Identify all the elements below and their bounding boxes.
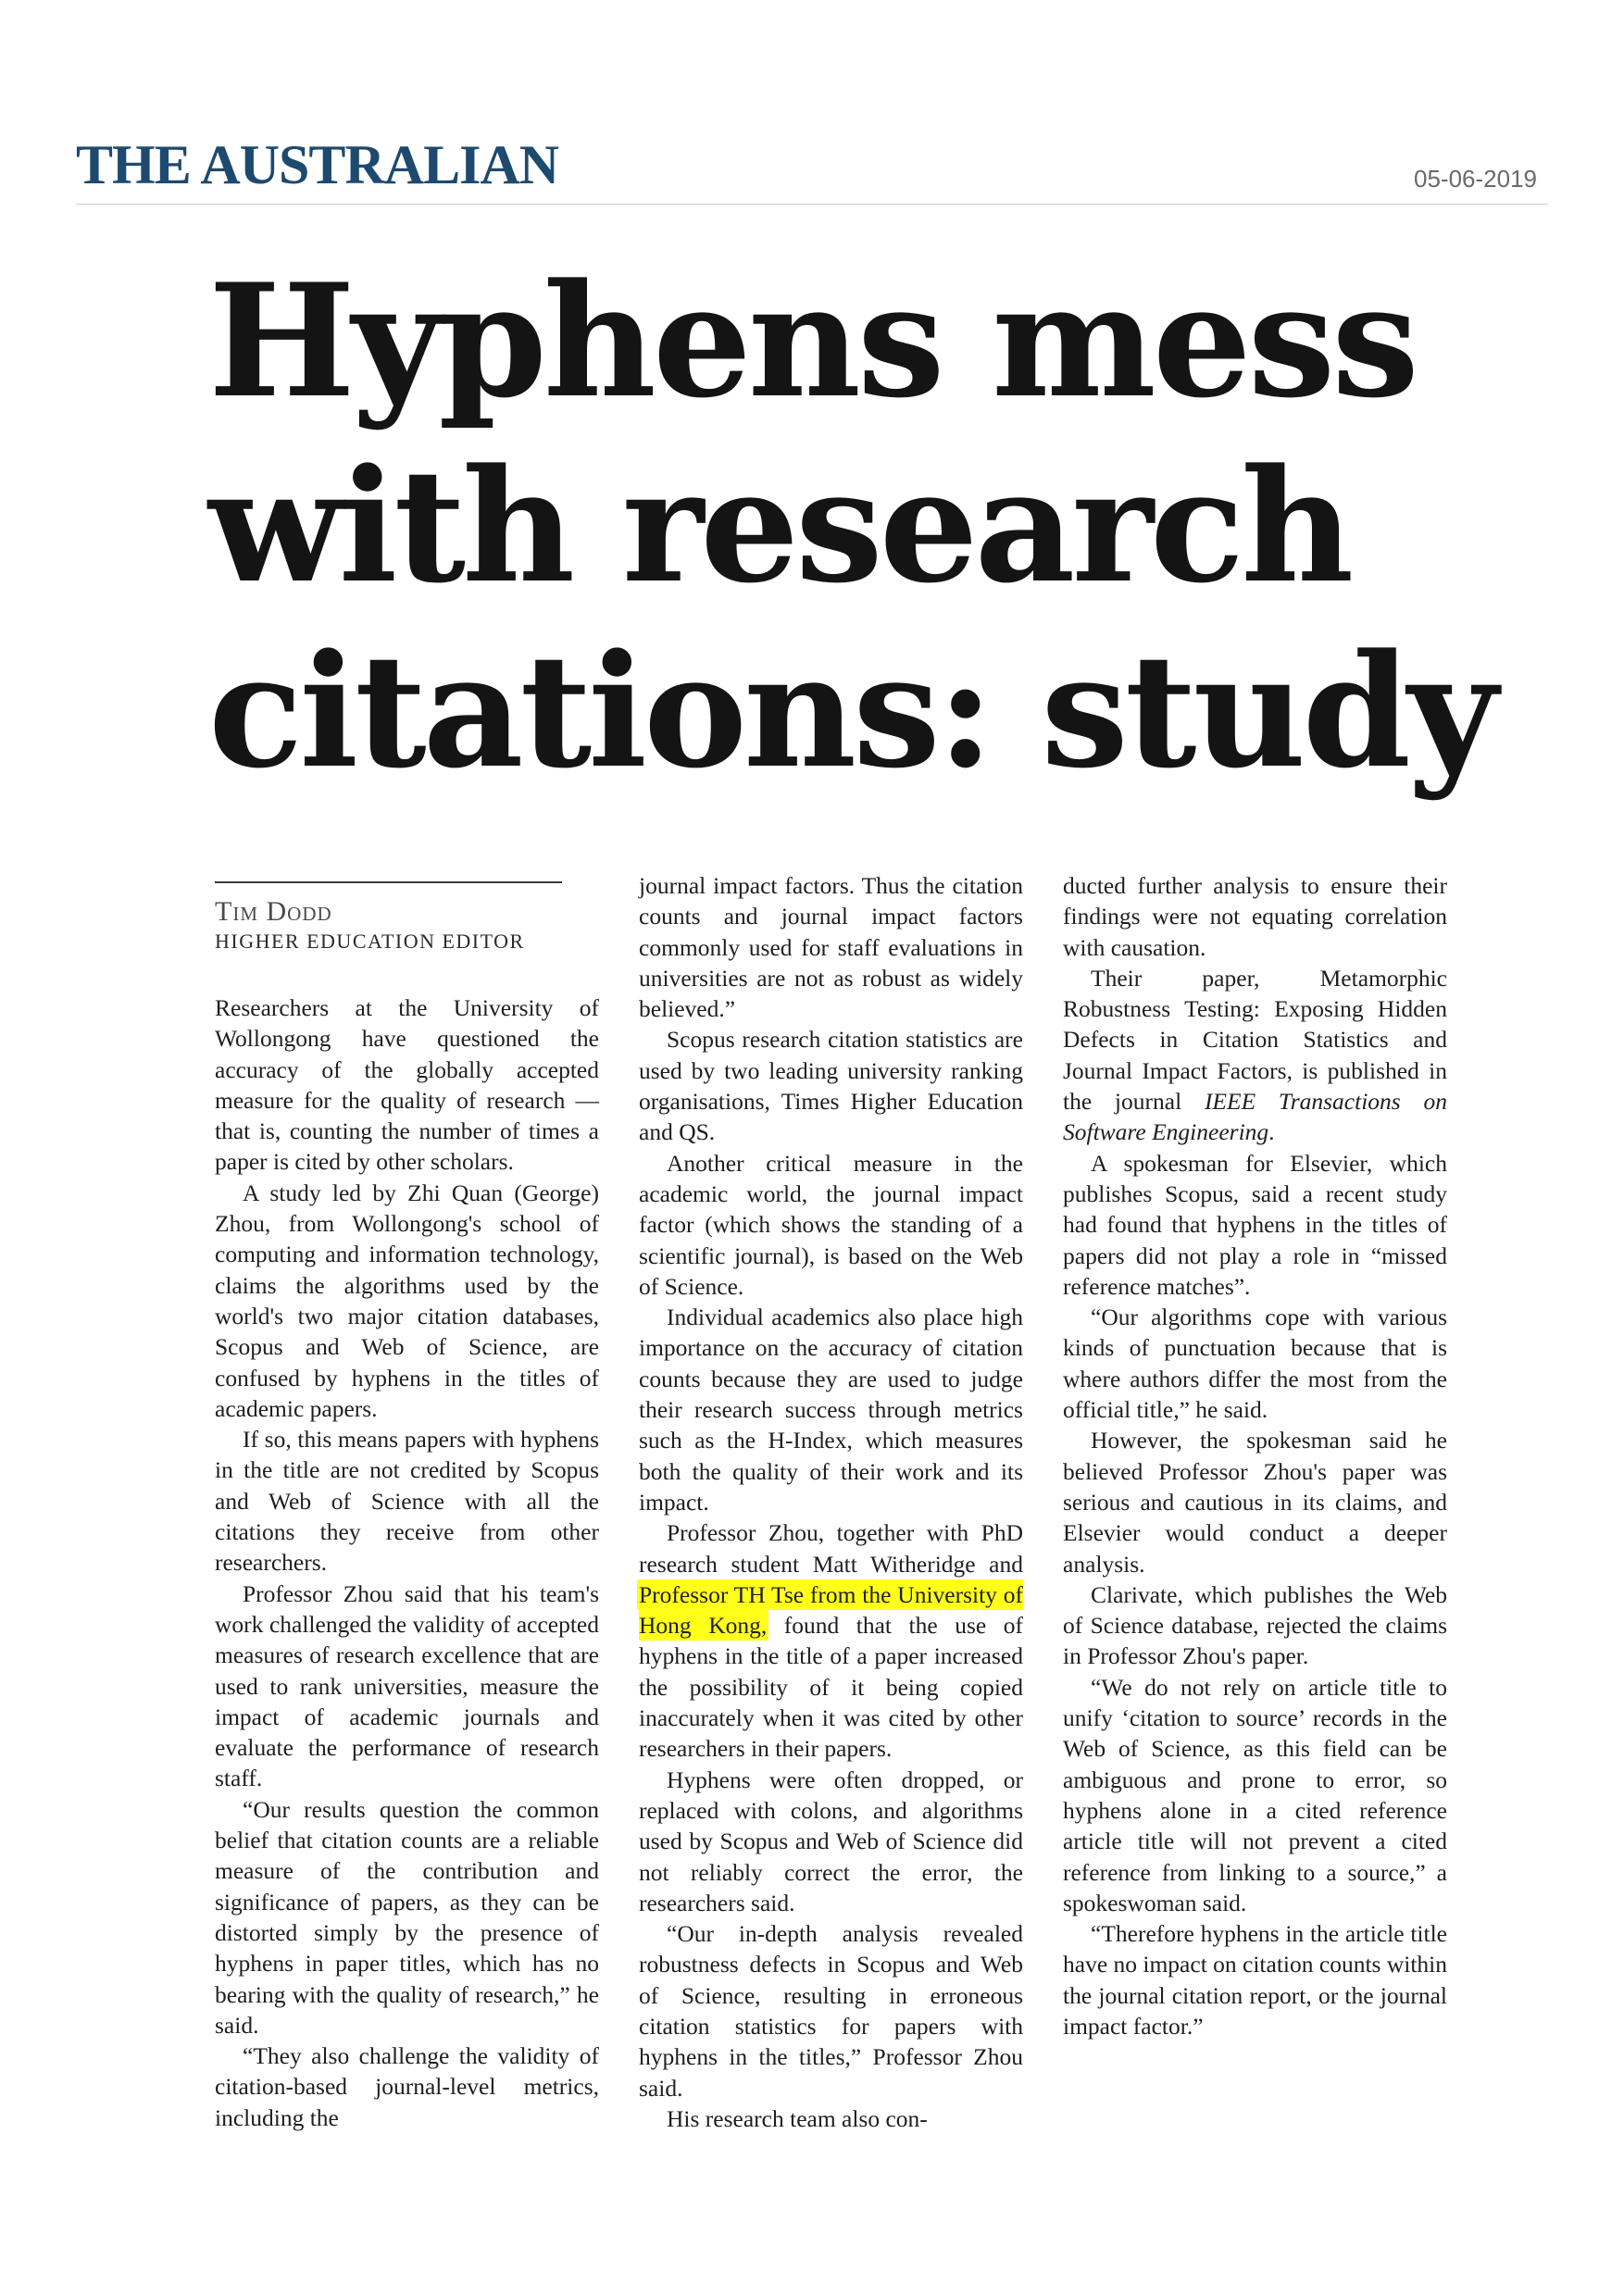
headline-line-1: Hyphens mess bbox=[208, 249, 1416, 432]
byline-divider bbox=[215, 881, 562, 883]
article-column-3 bbox=[1063, 870, 1447, 2041]
paragraph bbox=[1063, 963, 1447, 1148]
paragraph: Another critical measure in the academic world, the journal impact factor (which shows the standing of a scientific journal), is based on the Web of Science. bbox=[639, 1149, 1023, 1300]
paragraph: “They also challenge the validity of citation-based journal-level metrics, including the bbox=[215, 2042, 599, 2131]
paragraph: A study led by Zhi Quan (George) Zhou, from Wollongong's school of computing and information technology, claims the algorithms used by the world's two major citation databases, Scopus and Web of Science, are confused by hyphens in the titles of academic papers. bbox=[215, 1179, 599, 1422]
article-column-1 bbox=[215, 992, 599, 2133]
paragraph: Researchers at the University of Wollongong have questioned the accuracy of the globally accepted measure for the quality of research — that is, counting the number of times a paper is cited by other scholars. bbox=[215, 994, 599, 1176]
paragraph: “We do not rely on article title to unify ‘citation to source’ records in the Web of Science, as this field can be ambiguous and prone to error, so hyphens alone in a cited reference article title will not prevent a cited reference from linking to a source,” a spokeswoman said. bbox=[1063, 1673, 1447, 1916]
paragraph-text: . bbox=[1268, 1118, 1275, 1146]
paragraph: If so, this means papers with hyphens in the title are not credited by Scopus and Web of Science with all the citations they receive from other researchers. bbox=[215, 1426, 599, 1577]
paragraph: Individual academics also place high importance on the accuracy of citation counts because they are used to judge their research success through metrics such as the H-Index, which measures both the quality of their work and its impact. bbox=[639, 1304, 1023, 1516]
highlighted-text: Professor TH Tse from the University of Hong Kong, bbox=[639, 1580, 1023, 1640]
paragraph: Professor Zhou said that his team's work challenged the validity of accepted measures of research excellence that are used to rank universities, measure the impact of academic journals and evaluate the performance of research staff. bbox=[215, 1579, 599, 1792]
paragraph bbox=[639, 1517, 1023, 1764]
article-column-2 bbox=[639, 870, 1023, 2134]
headline-line-2: with research bbox=[208, 434, 1351, 618]
journal-name: IEEE Transactions on Software Engineering bbox=[1063, 1088, 1447, 1146]
byline-role: HIGHER EDUCATION EDITOR bbox=[215, 930, 525, 953]
paragraph: His research team also con- bbox=[667, 2104, 928, 2132]
paragraph-text: Professor Zhou, together with PhD research student Matt Witheridge and bbox=[639, 1519, 1023, 1578]
paragraph: Clarivate, which publishes the Web of Science database, rejected the claims in Professor Zhou's paper. bbox=[1063, 1580, 1447, 1670]
headline bbox=[208, 248, 1523, 804]
paragraph: journal impact factors. Thus the citation counts and journal impact factors commonly used for staff evaluations in universities are not as robust as widely believed.” bbox=[639, 872, 1023, 1023]
headline-line-3: citations: study bbox=[208, 619, 1494, 803]
paragraph: Scopus research citation statistics are used by two leading university ranking organisations, Times Higher Education and QS. bbox=[639, 1026, 1023, 1146]
masthead: THE AUSTRALIAN bbox=[76, 134, 559, 195]
paragraph: “Our algorithms cope with various kinds of punctuation because that is where authors differ the most from the official title,” he said. bbox=[1063, 1304, 1447, 1424]
header-divider bbox=[76, 204, 1548, 205]
publication-date: 05-06-2019 bbox=[1414, 165, 1537, 193]
paragraph: A spokesman for Elsevier, which publishes Scopus, said a recent study had found that hyphens in the titles of papers did not play a role in “missed reference matches”. bbox=[1063, 1149, 1447, 1300]
paragraph-text: Their paper, Metamorphic Robustness Testing: Exposing Hidden Defects in Citation Statistics and Journal Impact Factors, is published in the journal bbox=[1063, 964, 1447, 1116]
byline-author: Tim Dodd bbox=[215, 896, 332, 927]
paragraph: However, the spokesman said he believed Professor Zhou's paper was serious and cautious in its claims, and Elsevier would conduct a deeper analysis. bbox=[1063, 1427, 1447, 1578]
paragraph: Hyphens were often dropped, or replaced with colons, and algorithms used by Scopus and Web of Science did not reliably correct the error, the researchers said. bbox=[639, 1766, 1023, 1916]
paragraph: “Therefore hyphens in the article title have no impact on citation counts within the journal citation report, or the journal impact factor.” bbox=[1063, 1920, 1447, 2040]
paragraph: “Our results question the common belief that citation counts are a reliable measure of the contribution and significance of papers, as they can be distorted simply by the presence of hyphens in paper titles, which has no bearing with the quality of research,” he said. bbox=[215, 1795, 599, 2039]
paragraph-text: found that the use of hyphens in the title of a paper increased the possibility of it being copied inaccurately when it was cited by other researchers in their papers. bbox=[639, 1612, 1023, 1763]
paragraph: “Our in-depth analysis revealed robustness defects in Scopus and Web of Science, resulting in erroneous citation statistics for papers with hyphens in the titles,” Professor Zhou said. bbox=[639, 1920, 1023, 2102]
paragraph: ducted further analysis to ensure their findings were not equating correlation with causation. bbox=[1063, 872, 1447, 961]
